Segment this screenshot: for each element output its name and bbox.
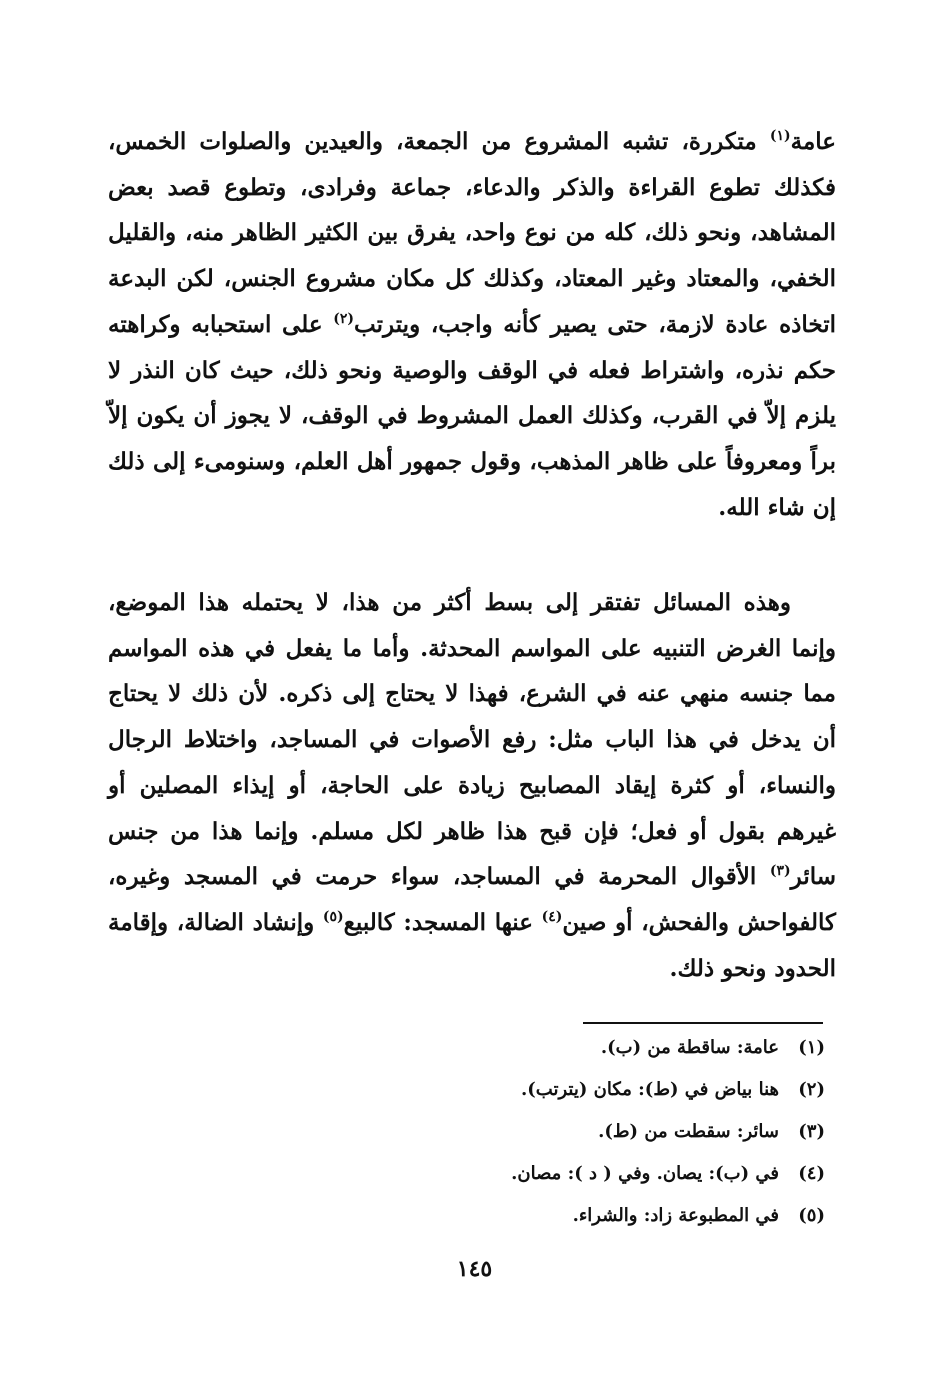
footnote-text: في المطبوعة زاد: والشراء. — [572, 1205, 779, 1226]
footnote-ref-3[interactable]: (٣) — [769, 863, 791, 880]
footnote-text: هنا بياض في (ط): مكان (يترتب). — [520, 1079, 779, 1100]
footnote-divider — [583, 1022, 823, 1024]
paragraph-1-text-c: على استحبابه وكراهته حكم نذره، واشتراط فعله في الوقف والوصية ونحو ذلك، حيث كان النذر لا يلزم إلاّ في القرب، وكذلك العمل المشروط في الوقف، لا يجوز أن يكون إلاّ براً ومعروفاً على ظاهر المذهب، وقول جمهور أهل العلم، وسنومىء إلى ذلك إن شاء الله. — [108, 310, 836, 521]
paragraph-2-text-d: وإنشاد الضالة، وإقامة الحدود ونحو ذلك. — [108, 908, 836, 982]
footnote-number: (١) — [798, 1037, 825, 1058]
footnote-number: (٥) — [798, 1205, 825, 1226]
footnote-text: في (ب): يصان. وفي ( د ): مصان. — [511, 1163, 779, 1184]
footnote-ref-2[interactable]: (٢) — [333, 310, 355, 327]
footnote-number: (٣) — [798, 1121, 825, 1142]
footnote-ref-5[interactable]: (٥) — [322, 908, 344, 925]
body-paragraph-1 — [108, 119, 836, 530]
body-paragraph-2 — [108, 580, 836, 991]
footnote-number: (٢) — [798, 1079, 825, 1100]
paragraph-1-text-a: عامة — [790, 128, 836, 155]
footnote-ref-1[interactable]: (١) — [769, 128, 791, 144]
paragraph-2-text-a: وهذه المسائل تفتقر إلى بسط أكثر من هذا، لا يحتمله هذا الموضع، وإنما الغرض التنبيه على المواسم المحدثة. وأما ما يفعل في هذه المواسم مما جنسه منهي عنه في الشرع، فهذا لا يحتاج إلى ذكره. لأن ذلك لا يحتاج أن يدخل في هذا الباب مثل: رفع الأصوات في المساجد، واختلاط الرجال والنساء، أو كثرة إيقاد المصابيح زيادة على الحاجة، أو إيذاء المصلين أو غيرهم بقول أو فعل؛ فإن قبح هذا ظاهر لكل مسلم. وإنما هذا من جنس سائر — [108, 589, 836, 891]
footnote-item — [511, 1205, 825, 1247]
paragraph-2-text-b: الأقوال المحرمة في المساجد، سواء حرمت في المسجد وغيره، كالفواحش والفحش، أو صين — [108, 863, 836, 936]
page-number: ١٤٥ — [456, 1256, 493, 1282]
footnote-item — [511, 1037, 825, 1079]
footnotes-list — [511, 1037, 825, 1247]
footnote-item — [511, 1163, 825, 1205]
footnote-item — [511, 1079, 825, 1121]
footnote-number: (٤) — [798, 1163, 825, 1184]
paragraph-2-text-c: عنها المسجد: كالبيع — [343, 908, 542, 936]
paragraph-1-text-b: متكررة، تشبه المشروع من الجمعة، والعيدين والصلوات الخمس، فكذلك تطوع القراءة والذكر والدعاء، جماعة وفرادى، وتطوع قصد بعض المشاهد، ونحو ذلك، كله من نوع واحد، يفرق بين الكثير الظاهر منه، والقليل الخفي، والمعتاد وغير المعتاد، وكذلك كل مكان مشروع الجنس، لكن البدعة اتخاذه عادة لازمة، حتى يصير كأنه واجب، ويترتب — [108, 128, 837, 338]
footnote-ref-4[interactable]: (٤) — [541, 908, 563, 925]
footnote-text: سائر: سقطت من (ط). — [598, 1121, 779, 1142]
footnote-item — [511, 1121, 825, 1163]
footnote-text: عامة: ساقطة من (ب). — [600, 1037, 779, 1058]
